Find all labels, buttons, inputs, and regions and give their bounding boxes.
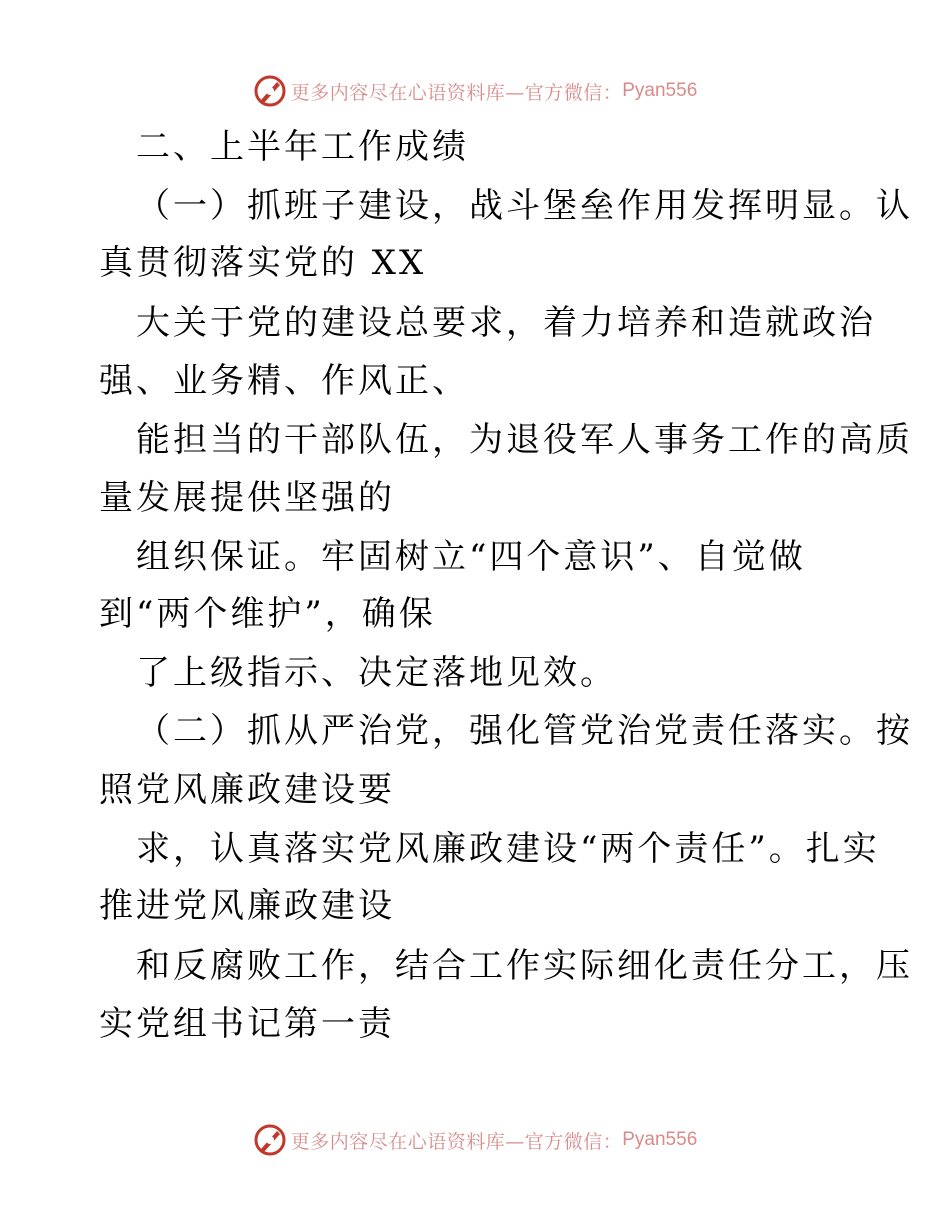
paragraph-line: 和反腐败工作，结合工作实际细化责任分工，压 bbox=[136, 946, 913, 986]
section-heading: 二、上半年工作成绩 bbox=[136, 127, 469, 167]
paragraph-line: 量发展提供坚强的 bbox=[99, 478, 395, 518]
paragraph-line: （一）抓班子建设，战斗堡垒作用发挥明显。认 bbox=[136, 186, 913, 226]
paragraph-line: 实党组书记第一责 bbox=[99, 1004, 395, 1044]
paragraph-line: 能担当的干部队伍，为退役军人事务工作的高质 bbox=[136, 420, 913, 460]
paragraph-line: 了上级指示、决定落地见效。 bbox=[136, 653, 617, 693]
paragraph-line: 组织保证。牢固树立“四个意识”、自觉做 bbox=[136, 537, 806, 577]
paragraph-line: 照党风廉政建设要 bbox=[99, 770, 395, 810]
footer-watermark bbox=[0, 1120, 950, 1160]
paragraph-line: 到“两个维护”，确保 bbox=[99, 594, 436, 634]
paragraph-line: （二）抓从严治党，强化管党治党责任落实。按 bbox=[136, 711, 913, 751]
watermark-id: Pyan556 bbox=[622, 80, 698, 101]
paragraph-line: 推进党风廉政建设 bbox=[99, 886, 395, 926]
paragraph-line: 求，认真落实党风廉政建设“两个责任”。扎实 bbox=[136, 829, 880, 869]
paragraph-line: 大关于党的建设总要求，着力培养和造就政治 bbox=[136, 303, 876, 343]
paragraph-line: 强、业务精、作风正、 bbox=[99, 361, 469, 401]
watermark-text: 更多内容尽在心语资料库—官方微信： bbox=[290, 1130, 623, 1153]
pen-logo-icon bbox=[253, 1123, 287, 1157]
paragraph-line: 真贯彻落实党的 XX bbox=[99, 243, 427, 283]
watermark-id: Pyan556 bbox=[622, 1129, 698, 1150]
watermark-text: 更多内容尽在心语资料库—官方微信： bbox=[290, 81, 623, 104]
